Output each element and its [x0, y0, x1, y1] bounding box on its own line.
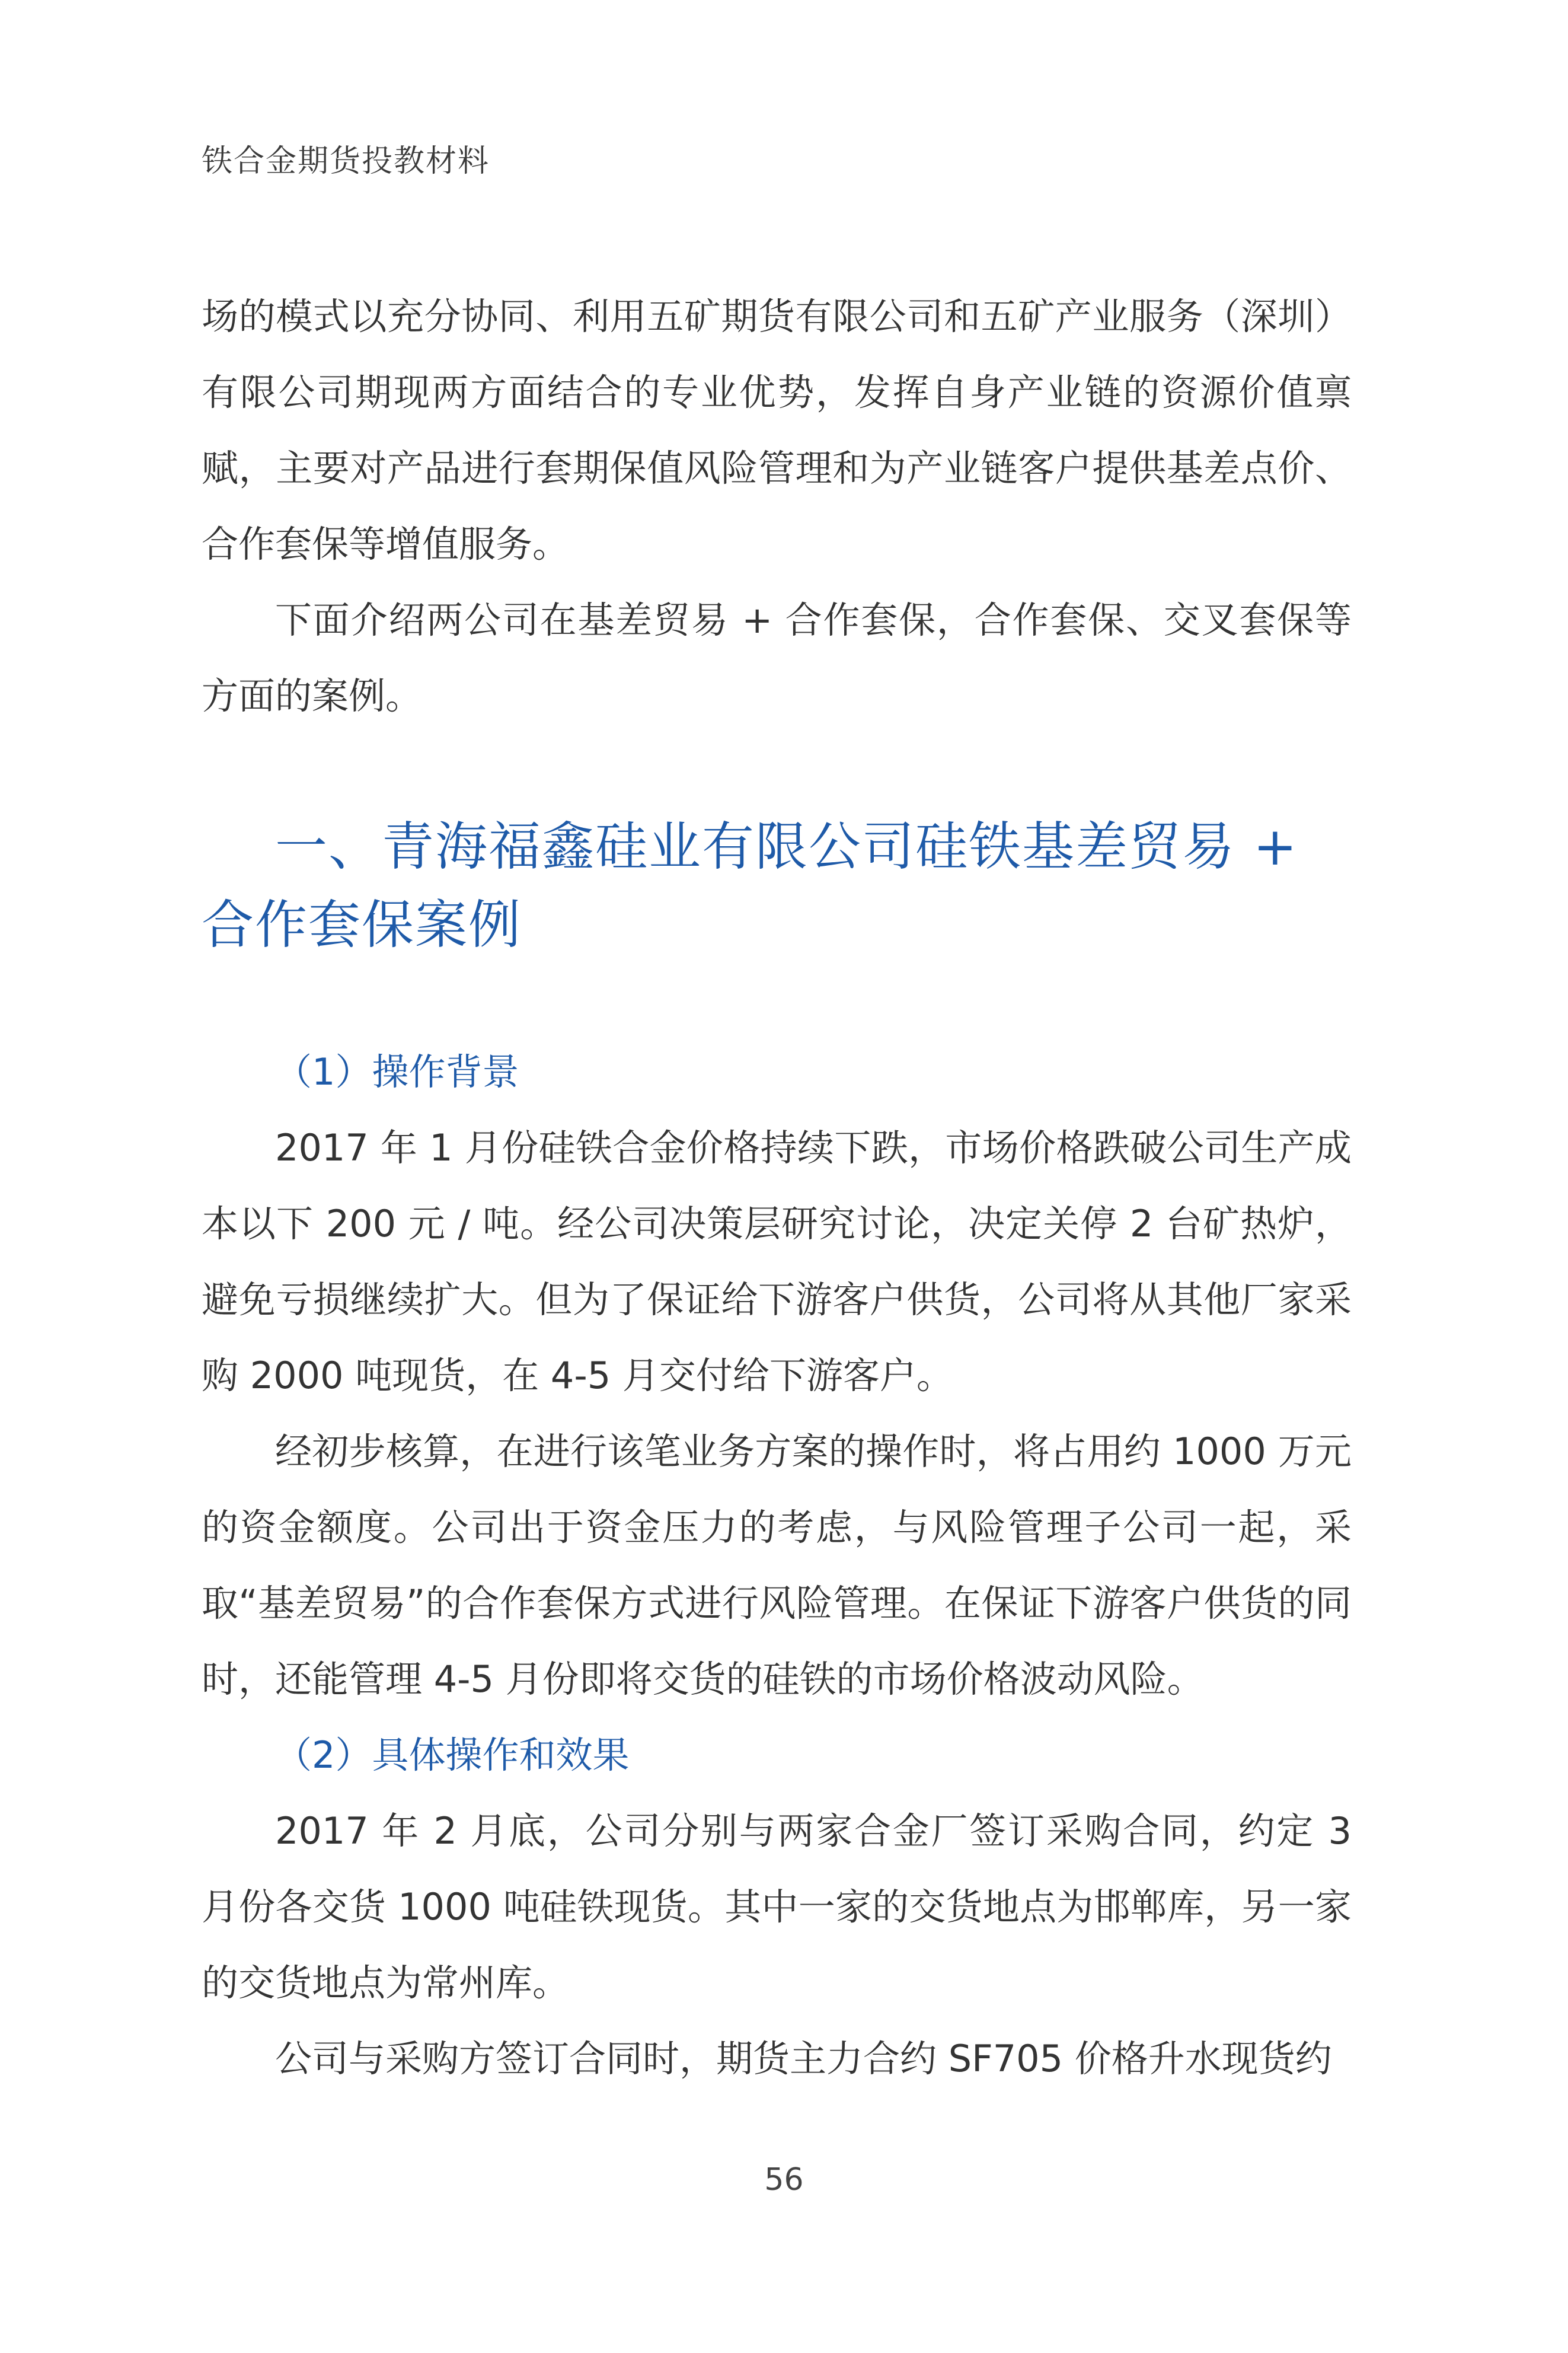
subsection-title-background: （1）操作背景	[275, 1050, 519, 1093]
spacer	[202, 964, 1352, 1034]
intro-paragraph-continued: 场的模式以充分协同、利用五矿期货有限公司和五矿产业服务（深圳）有限公司期现两方面结合的专业优势，发挥自身产业链的资源价值禀赋，主要对产品进行套期保值风险管理和为产业链客户提供基差点价、合作套保等增值服务。	[202, 295, 1352, 566]
background-paragraph-2: 经初步核算，在进行该笔业务方案的操作时，将占用约 1000 万元的资金额度。公司出于资金压力的考虑，与风险管理子公司一起，采取“基差贸易”的合作套保方式进行风险管理。在保证下游客户供货的同时，还能管理 4-5 月份即将交货的硅铁的市场价格波动风险。	[202, 1430, 1352, 1701]
body-content	[202, 279, 1352, 2097]
running-header: 铁合金期货投教材料	[202, 144, 490, 179]
page-number: 56	[764, 2162, 804, 2198]
spacer	[202, 734, 1352, 808]
operation-paragraph-1: 2017 年 2 月底，公司分别与两家合金厂签订采购合同，约定 3 月份各交货 1000 吨硅铁现货。其中一家的交货地点为邯郸库，另一家的交货地点为常州库。	[202, 1809, 1352, 2004]
intro-paragraph: 下面介绍两公司在基差贸易 + 合作套保，合作套保、交叉套保等方面的案例。	[202, 598, 1352, 718]
operation-paragraph-2: 公司与采购方签订合同时，期货主力合约 SF705 价格升水现货约	[275, 2037, 1332, 2080]
section-title: 一、青海福鑫硅业有限公司硅铁基差贸易 + 合作套保案例	[202, 816, 1298, 955]
background-paragraph-1: 2017 年 1 月份硅铁合金价格持续下跌，市场价格跌破公司生产成本以下 200 元 / 吨。经公司决策层研究讨论，决定关停 2 台矿热炉，避免亏损继续扩大。但为了保证给下游客户供货，公司将从其他厂家采购 2000 吨现货，在 4-5 月交付给下游客户。	[202, 1126, 1352, 1397]
subsection-title-operation: （2）具体操作和效果	[275, 1733, 630, 1777]
